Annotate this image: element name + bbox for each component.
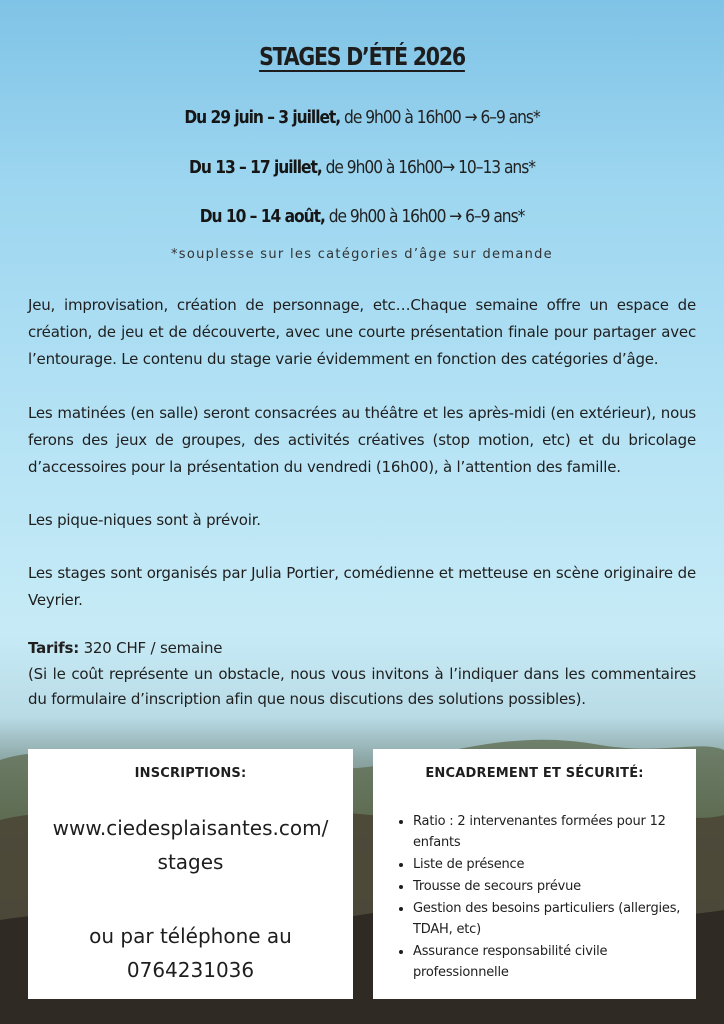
encadrement-box: [373, 749, 696, 999]
list-item: • Ratio : 2 intervenantes formées pour 12 enfants: [413, 811, 686, 853]
page-title: STAGES D’ÉTÉ 2026: [259, 42, 465, 71]
encadrement-heading: ENCADREMENT ET SÉCURITÉ:: [425, 766, 644, 781]
list-item: • Gestion des besoins particuliers (allergies, TDAH, etc): [413, 898, 686, 940]
date-line-2: [51, 157, 674, 178]
inscriptions-url[interactable]: [28, 811, 353, 879]
intro-paragraph: Jeu, improvisation, création de personnage, etc…Chaque semaine offre un espace de création, de jeu et de découverte, avec une courte présentation finale pour partager avec l’entourage. Le contenu du stage varie évidemment en fonction des catégories d’âge.: [28, 296, 696, 368]
phone-label: ou par téléphone au: [89, 924, 292, 948]
tarifs-value: 320 CHF / semaine: [79, 639, 223, 657]
date-line-1: [51, 107, 674, 128]
date-line-3: [51, 206, 674, 227]
url-line[interactable]: www.ciedesplaisantes.com/: [52, 816, 329, 840]
encadrement-list: [373, 811, 696, 983]
date-details: de 9h00 à 16h00 → 6–9 ans*: [324, 206, 525, 227]
date-range: Du 29 juin – 3 juillet,: [184, 107, 341, 128]
picnic-paragraph: Les pique-niques sont à prévoir.: [28, 511, 261, 529]
phone-number[interactable]: 0764231036: [126, 958, 255, 982]
date-details: de 9h00 à 16h00→ 10–13 ans*: [321, 157, 535, 178]
date-range: Du 10 – 14 août,: [199, 206, 325, 227]
list-item: • Assurance responsabilité civile professionnelle: [413, 941, 686, 983]
organizer-paragraph: Les stages sont organisés par Julia Portier, comédienne et metteuse en scène originaire de Veyrier.: [28, 564, 696, 609]
date-details: de 9h00 à 16h00 → 6–9 ans*: [340, 107, 540, 128]
url-line[interactable]: stages: [157, 850, 224, 874]
tarifs-line: [28, 636, 696, 661]
tarifs-note: (Si le coût représente un obstacle, nous vous invitons à l’indiquer dans les commentaires du formulaire d’inscription afin que nous discutions des solutions possibles).: [28, 665, 696, 708]
date-range: Du 13 – 17 juillet,: [189, 157, 322, 178]
inscriptions-phone: [28, 919, 353, 987]
age-note: *souplesse sur les catégories d’âge sur demande: [171, 247, 553, 262]
inscriptions-heading: INSCRIPTIONS:: [134, 766, 247, 781]
list-item: • Liste de présence: [413, 854, 686, 875]
list-item: • Trousse de secours prévue: [413, 876, 686, 897]
tarifs-label: Tarifs:: [28, 639, 80, 657]
schedule-paragraph: Les matinées (en salle) seront consacrées au théâtre et les après-midi (en extérieur), nous ferons des jeux de groupes, des activités créatives (stop motion, etc) et du bricolage d’accessoires pour la présentation du vendredi (16h00), à l’attention des famille.: [28, 404, 696, 476]
inscriptions-box: [28, 749, 353, 999]
